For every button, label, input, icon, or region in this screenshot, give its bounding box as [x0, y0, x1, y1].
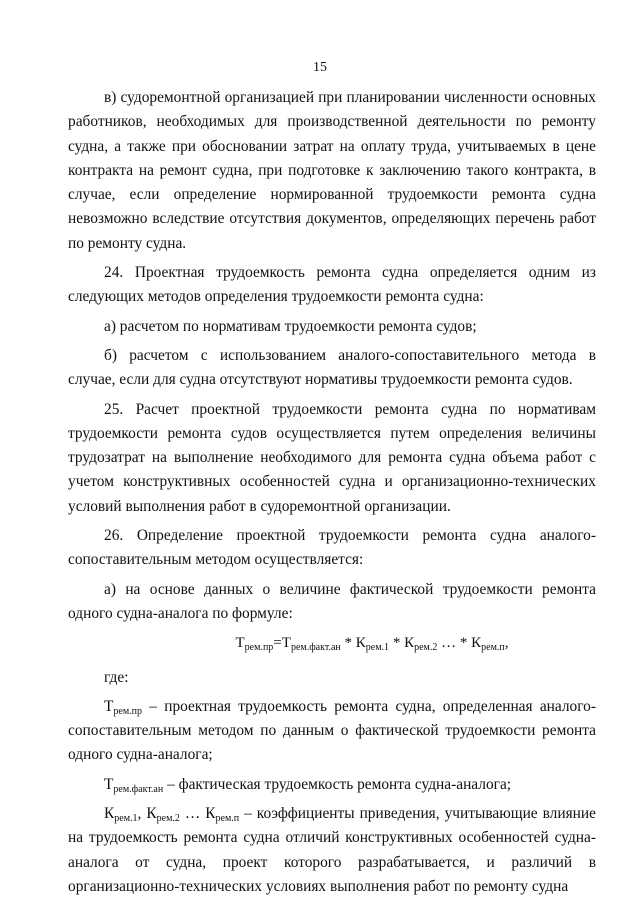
def-symbol-k: К: [104, 805, 115, 823]
formula-eq: =: [273, 635, 282, 652]
def-symbol-sub-2: рем.2: [156, 813, 180, 825]
formula: [68, 631, 596, 655]
document-body: [68, 86, 596, 904]
def-text: – коэффициенты приведения, учитывающие влияние на трудоемкость ремонта судна отличий конструктивных особенностей судна-аналога от судна, проект которого разрабатывается, и различий в организационно-технических условиях выполнения работ по ремонту судна: [68, 805, 596, 895]
formula-k: К: [404, 635, 415, 652]
def-symbol-sub-n: рем.п: [215, 813, 240, 825]
def-sep: ,: [137, 805, 147, 823]
def-dots: …: [179, 805, 206, 823]
formula-op: *: [389, 635, 405, 652]
definition-k: [68, 802, 596, 899]
formula-k: К: [355, 635, 366, 652]
formula-sub-2: рем.2: [414, 642, 438, 654]
formula-sub-fakt: рем.факт.ан: [290, 642, 341, 654]
formula-sub-1: рем.1: [365, 642, 390, 654]
definition-t-pr: [68, 695, 596, 768]
paragraph-24: 24. Проектная трудоемкость ремонта судна определяется одним из следующих методов определения трудоемкости ремонта судна:: [68, 264, 596, 306]
definition-t-fakt: [68, 773, 596, 797]
paragraph-v: в) судоремонтной организацией при планировании численности основных работников, необходимых для производственной деятельности по ремонту судна, а также при обосновании затрат на оплату труда, учитываемых в цене контракта на ремонт судна, при подготовке к заключению такого контракта, в случае, если определение нормированной трудоемкости ремонта судна невозможно вследствие отсутствия документов, определяющих перечень работ по ремонту судна.: [68, 89, 596, 252]
item-26a: а) на основе данных о величине фактической трудоемкости ремонта одного судна-аналога по формуле:: [68, 580, 596, 622]
formula-ellipsis: … *: [437, 635, 472, 652]
def-symbol-k: К: [146, 805, 157, 823]
formula-op: *: [340, 635, 356, 652]
item-24a: а) расчетом по нормативам трудоемкости ремонта судов;: [104, 317, 477, 335]
formula-t: Т: [235, 635, 245, 652]
page-number: 15: [313, 60, 327, 75]
def-symbol-sub-1: рем.1: [114, 813, 138, 825]
formula-sub-n: рем.п: [481, 642, 505, 654]
where-label: где:: [104, 668, 129, 686]
def-text: – фактическая трудоемкость ремонта судна-аналога;: [163, 775, 512, 793]
paragraph-25: 25. Расчет проектной трудоемкости ремонта судна по нормативам трудоемкости ремонта судов осуществляется путем определения величины трудозатрат на выполнение необходимого для ремонта судна объема работ с учетом конструктивных особенностей судна и организационно-технических условий выполнения работ в судоремонтной организации.: [68, 400, 596, 515]
formula-sub-pr: рем.пр: [244, 642, 274, 654]
def-symbol-t: Т: [104, 775, 114, 793]
formula-t: Т: [281, 635, 291, 652]
formula-k: К: [471, 635, 482, 652]
item-24b: б) расчетом с использованием аналого-сопоставительного метода в случае, если для судна отсутствуют нормативы трудоемкости ремонта судов.: [68, 346, 596, 389]
def-symbol-t: Т: [104, 697, 114, 715]
def-symbol-k: К: [205, 805, 216, 823]
paragraph-26: 26. Определение проектной трудоемкости ремонта судна аналого-сопоставительным методом осуществляется:: [68, 527, 596, 569]
def-text: – проектная трудоемкость ремонта судна, определенная аналого-сопоставительным методом по данным о фактической трудоемкости ремонта одного судна-аналога;: [68, 697, 596, 764]
formula-end: ,: [504, 635, 509, 652]
def-symbol-sub-pr: рем.пр: [113, 705, 143, 717]
def-symbol-sub-fakt: рем.факт.ан: [113, 783, 164, 795]
